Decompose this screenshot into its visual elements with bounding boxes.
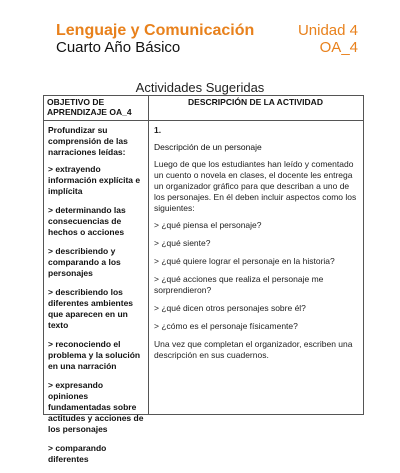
objective-item: > determinando las consecuencias de hechos o acciones xyxy=(48,205,126,237)
question-item: > ¿qué dicen otros personajes sobre él? xyxy=(154,303,306,313)
grade-level: Cuarto Año Básico xyxy=(56,39,181,56)
question-item: > ¿qué piensa el personaje? xyxy=(154,220,262,230)
objective-column-header: OBJETIVO DE APRENDIZAJE OA_4 xyxy=(47,97,132,117)
activity-closing: Una vez que completan el organizador, escriben una descripción en sus cuadernos. xyxy=(154,339,353,360)
description-column-header: DESCRIPCIÓN DE LA ACTIVIDAD xyxy=(188,97,323,107)
activities-table xyxy=(43,95,364,464)
section-title: Actividades Sugeridas xyxy=(135,80,265,95)
unit-label: Unidad 4 xyxy=(297,22,358,39)
header-left xyxy=(56,22,254,56)
activity-title: Descripción de un personaje xyxy=(154,142,262,152)
header-row-divider xyxy=(44,120,363,121)
description-cell xyxy=(154,125,357,367)
objective-item: > extrayendo información explícita e implícita xyxy=(48,164,141,196)
objective-item: > reconociendo el problema y la solución en una narración xyxy=(48,339,141,371)
column-divider xyxy=(148,96,149,414)
subject-title: Lenguaje y Comunicación xyxy=(56,22,255,39)
question-item: > ¿cómo es el personaje físicamente? xyxy=(154,321,298,331)
objective-item: > comparando diferentes xyxy=(48,443,107,464)
activity-number: 1. xyxy=(154,125,162,135)
question-item: > ¿qué siente? xyxy=(154,238,211,248)
oa-code: OA_4 xyxy=(319,39,358,56)
objective-item: > describiendo y comparando a los personajes xyxy=(48,246,121,278)
page-header xyxy=(56,22,358,58)
activity-intro: Luego de que los estudiantes han leído y comentado un cuento o novela en clases, el docente les entrega un organizador gráfico para que describan a uno de los personajes. En él deben incluir aspectos como los siguientes: xyxy=(154,159,357,213)
question-item: > ¿qué quiere lograr el personaje en la historia? xyxy=(154,256,335,266)
objective-intro: Profundizar su comprensión de las narraciones leídas: xyxy=(48,125,128,157)
objective-cell xyxy=(48,125,145,473)
header-right xyxy=(298,22,358,56)
question-item: > ¿qué acciones que realiza el personaje me sorprendieron? xyxy=(154,274,324,295)
objective-item: > describiendo los diferentes ambientes que aparecen en un texto xyxy=(48,287,134,330)
objective-item: > expresando opiniones fundamentadas sobre actitudes y acciones de los personajes xyxy=(48,380,144,434)
